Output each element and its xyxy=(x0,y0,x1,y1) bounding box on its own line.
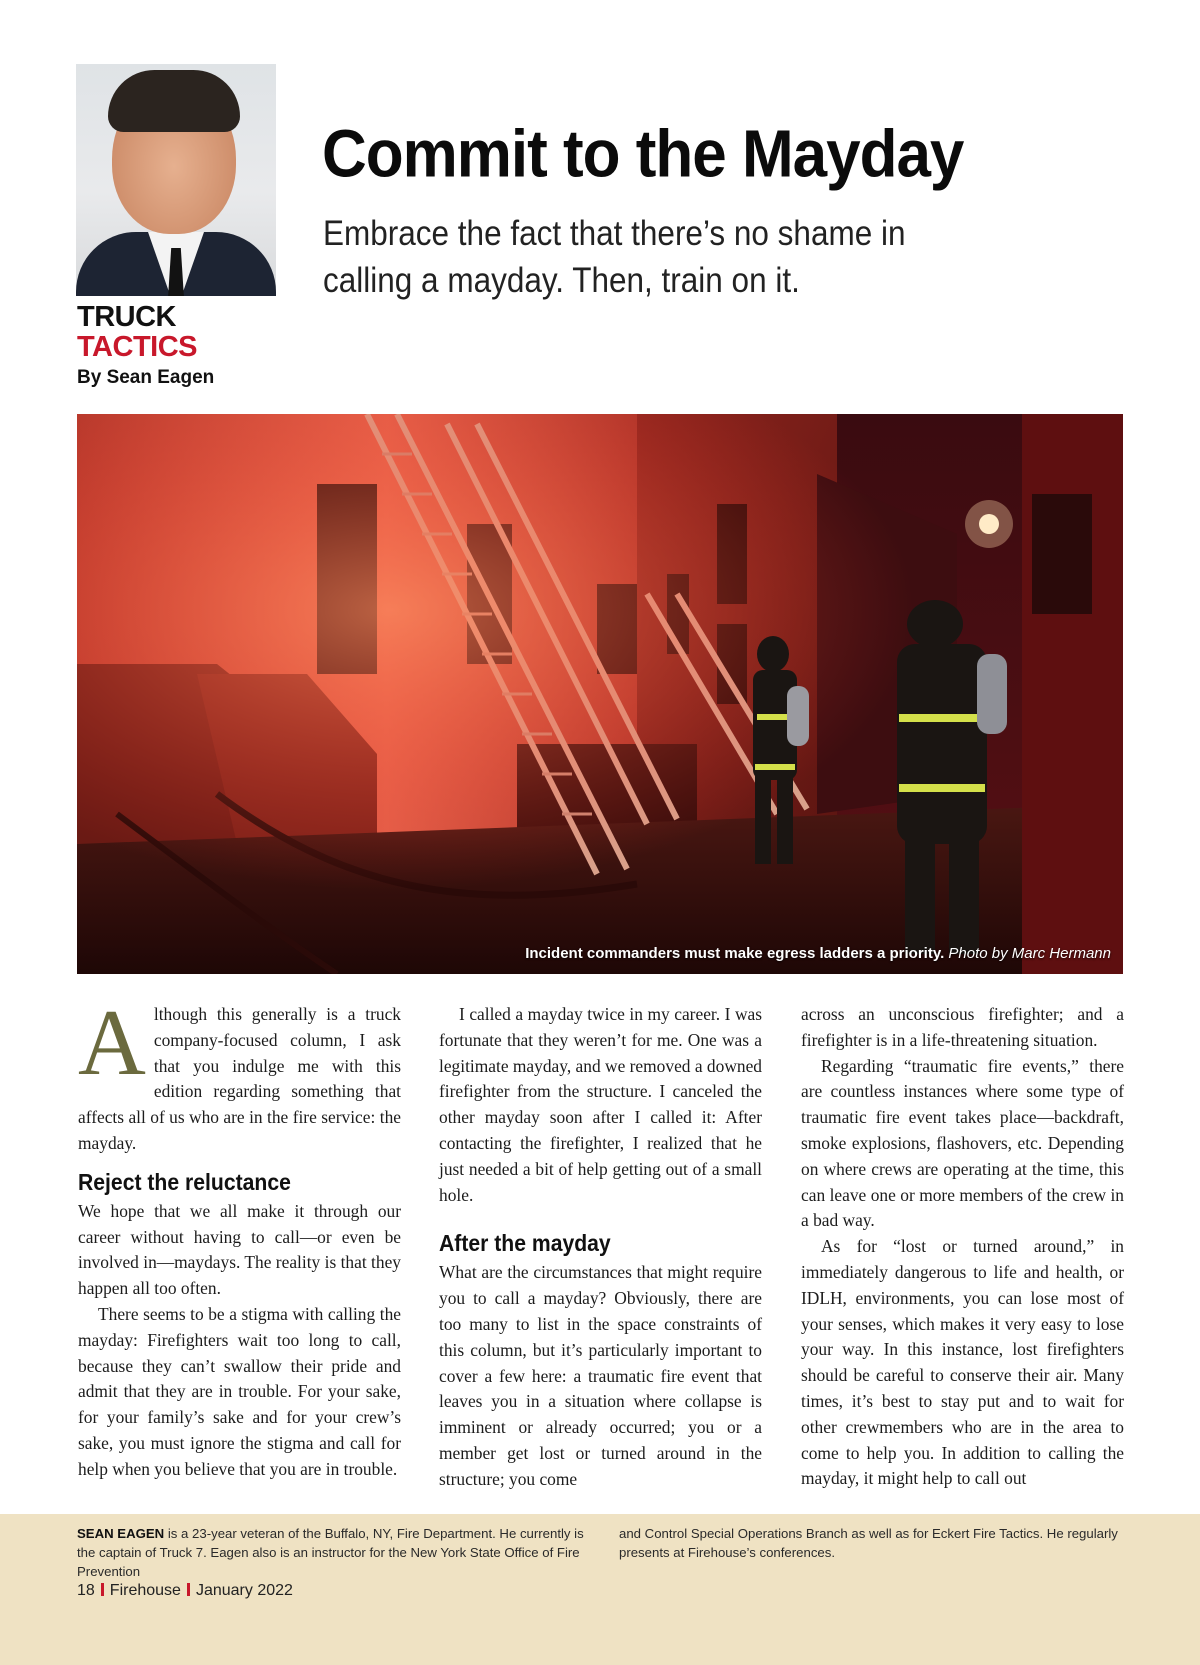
body-column-1 xyxy=(78,991,401,1483)
paragraph: As for “lost or turned around,” in immediately dangerous to life and health, or IDLH, environments, you can lose most of your senses, which makes it very easy to lose your way. In this instance, lost firefighters should be careful to conserve their air. Many times, it’s best to stay put and to wait for other crewmembers who are in the area to come to help you. In addition to calling the mayday, it might help to call out xyxy=(801,1236,1124,1489)
paragraph: Regarding “traumatic fire events,” there are countless instances where some type of traumatic fire event takes place—backdraft, smoke explosions, flashovers, etc. Depending on where crews are operating at the time, this can leave one or more members of the crew in a bad way. xyxy=(801,1055,1124,1231)
photo-caption xyxy=(525,945,1111,962)
byline: By Sean Eagen xyxy=(77,367,215,388)
paragraph: What are the circumstances that might require you to call a mayday? Obviously, there are too many to list in the space constraints of this column, but it’s particularly important to cover a few here: a traumatic fire event that leaves you in a situation where collapse is imminent or already occurred; you or a member get lost or turned around in the structure; you come xyxy=(439,1262,762,1489)
drop-cap: A xyxy=(78,991,146,1095)
page-folio xyxy=(77,1582,293,1600)
bio-name: SEAN EAGEN xyxy=(77,1526,165,1541)
author-photo xyxy=(76,64,276,296)
photo-caption-text: Incident commanders must make egress ladders a priority. xyxy=(525,945,945,962)
photo-hair-shape xyxy=(108,70,240,132)
magazine-name: Firehouse xyxy=(109,1582,181,1599)
folio-separator xyxy=(187,1583,190,1596)
folio-separator xyxy=(101,1583,104,1596)
issue-date: January 2022 xyxy=(195,1582,293,1599)
body-column-2 xyxy=(439,1002,762,1493)
paragraph: There seems to be a stigma with calling the mayday: Firefighters wait too long to call, because they can’t swallow their pride and admit that they are in trouble. For your sake, for your family’s sake and for your crew’s sake, you must ignore the stigma and call for help when you believe that you are in trouble. xyxy=(78,1303,401,1479)
column-name-line1: TRUCK xyxy=(77,301,176,333)
deck: Embrace the fact that there’s no shame in calling a mayday. Then, train on it. xyxy=(323,214,906,300)
hero-photo xyxy=(77,414,1123,974)
paragraph: I called a mayday twice in my career. I was fortunate that they weren’t for me. One was a legitimate mayday, and we removed a downed firefighter from the structure. I canceled the other mayday soon after I called it: After contacting the firefighter, I realized that he just needed a bit of help getting out of a small hole. xyxy=(439,1004,762,1205)
bio-left xyxy=(77,1524,587,1581)
bio-right: and Control Special Operations Branch as well as for Eckert Fire Tactics. He regularly presents at Firehouse’s conferences. xyxy=(619,1526,1118,1560)
author-bio-band xyxy=(0,1514,1200,1665)
body-column-3 xyxy=(801,1002,1124,1492)
paragraph-text: lthough this generally is a truck company-focused column, I ask that you indulge me with this edition regarding something that affects all of us who are in the fire service: the mayday. xyxy=(78,1004,401,1153)
paragraph: across an unconscious firefighter; and a firefighter is in a life-threatening situation. xyxy=(801,1004,1124,1050)
page-number: 18 xyxy=(77,1582,95,1599)
subheading: After the mayday xyxy=(439,1230,611,1257)
subheading: Reject the reluctance xyxy=(78,1168,291,1195)
headline: Commit to the Mayday xyxy=(322,117,964,192)
column-name-line2: TACTICS xyxy=(77,331,198,363)
photo-credit: Photo by Marc Hermann xyxy=(948,945,1111,962)
paragraph xyxy=(78,991,401,1157)
fire-scene-illustration xyxy=(77,414,1123,974)
bio-text-left: is a 23-year veteran of the Buffalo, NY, Fire Department. He currently is the captain of Truck 7. Eagen also is an instructor for the New York State Office of Fire Prevention xyxy=(77,1526,584,1579)
paragraph: We hope that we all make it through our career without having to call—or even be involved in—maydays. The reality is that they happen all too often. xyxy=(78,1200,401,1299)
